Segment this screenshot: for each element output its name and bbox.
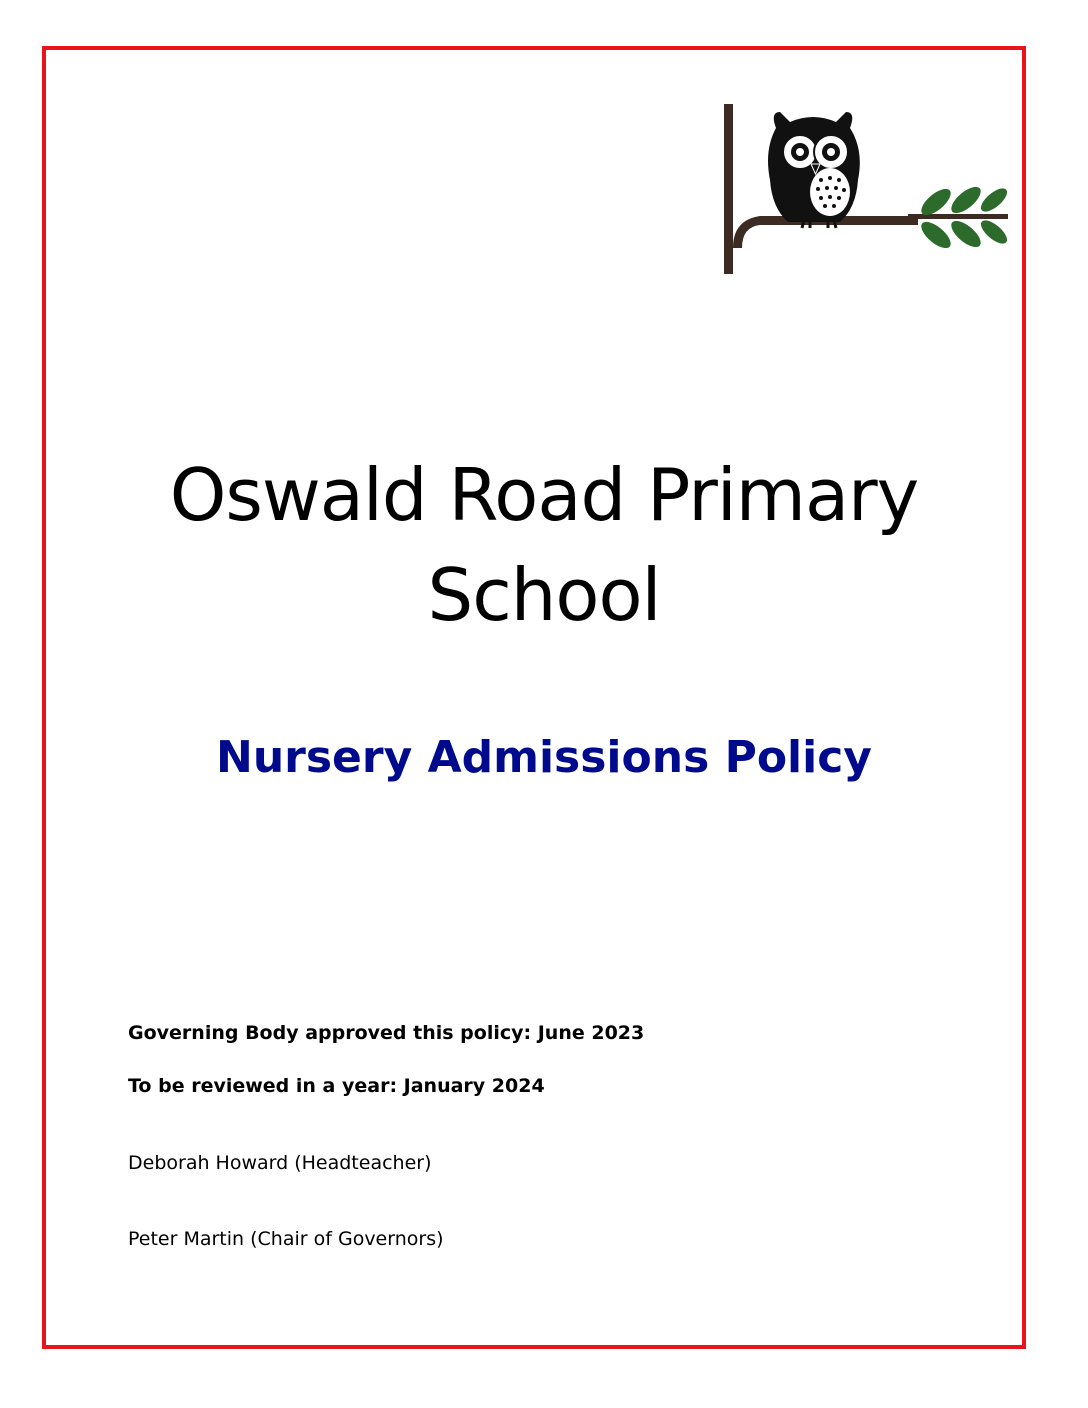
school-name: [100, 445, 988, 645]
policy-title: Nursery Admissions Policy: [216, 732, 872, 783]
school-name-line1: Oswald Road Primary: [169, 453, 919, 537]
approval-date-line: Governing Body approved this policy: June 2023: [128, 1022, 645, 1044]
review-date-line: To be reviewed in a year: January 2024: [128, 1075, 545, 1097]
owl-on-branch-logo: [718, 98, 1018, 280]
chair-signatory: Peter Martin (Chair of Governors): [128, 1228, 444, 1250]
headteacher-signatory: Deborah Howard (Headteacher): [128, 1152, 432, 1174]
school-name-line2: School: [427, 553, 661, 637]
